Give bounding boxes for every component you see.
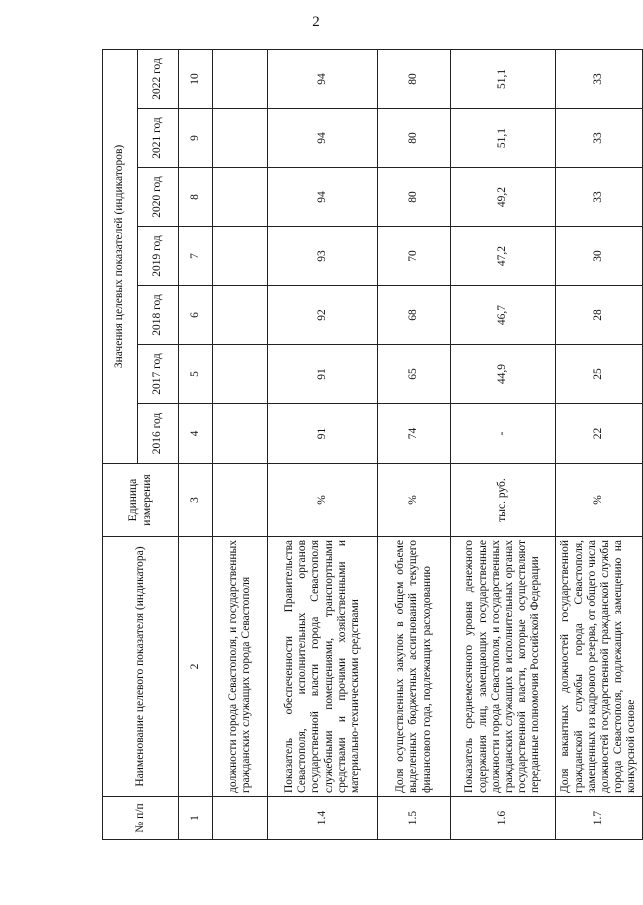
- header-year: 2020 год: [138, 168, 179, 227]
- column-number: 1: [179, 797, 213, 840]
- column-number-row: [179, 49, 213, 839]
- row-unit: %: [268, 464, 378, 537]
- table-row: [378, 49, 451, 839]
- row-value: 33: [556, 109, 643, 168]
- column-number: 5: [179, 345, 213, 404]
- column-number: 8: [179, 168, 213, 227]
- row-value: 91: [268, 404, 378, 464]
- table-row: [268, 49, 378, 839]
- header-values: Значения целевых показателей (индикаторов): [103, 49, 138, 463]
- column-number: 7: [179, 227, 213, 286]
- header-year: 2022 год: [138, 49, 179, 108]
- row-value: 91: [268, 345, 378, 404]
- row-name: должности города Севастополя, и государственных гражданских служащих города Севастополя: [213, 537, 268, 797]
- row-value: [213, 404, 268, 464]
- row-value: 92: [268, 286, 378, 345]
- row-value: 33: [556, 49, 643, 108]
- column-number: 3: [179, 464, 213, 537]
- row-unit: тыс. руб.: [451, 464, 556, 537]
- row-value: 51,1: [451, 49, 556, 108]
- header-year: 2019 год: [138, 227, 179, 286]
- column-number: 9: [179, 109, 213, 168]
- row-num: 1.7: [556, 797, 643, 840]
- table-row: [556, 49, 643, 839]
- header-unit: Единица измерения: [103, 464, 179, 537]
- row-value: [213, 49, 268, 108]
- row-value: 44,9: [451, 345, 556, 404]
- row-name: Доля осуществленных закупок в общем объеме выделенных бюджетных ассигнований текущего финансового года, подлежащих расходованию: [378, 537, 451, 797]
- row-value: 47,2: [451, 227, 556, 286]
- row-value: [213, 286, 268, 345]
- row-value: 93: [268, 227, 378, 286]
- row-value: 25: [556, 345, 643, 404]
- row-value: 65: [378, 345, 451, 404]
- row-num: 1.5: [378, 797, 451, 840]
- row-value: 94: [268, 109, 378, 168]
- row-value: 30: [556, 227, 643, 286]
- row-unit: %: [378, 464, 451, 537]
- row-value: 49,2: [451, 168, 556, 227]
- row-value: [213, 345, 268, 404]
- row-value: 28: [556, 286, 643, 345]
- page-number: 2: [312, 14, 320, 30]
- header-year: 2017 год: [138, 345, 179, 404]
- row-unit: %: [556, 464, 643, 537]
- row-value: 80: [378, 168, 451, 227]
- header-year: 2016 год: [138, 404, 179, 464]
- row-num: [213, 797, 268, 840]
- row-value: 22: [556, 404, 643, 464]
- indicator-table-container: [102, 50, 638, 840]
- column-number: 4: [179, 404, 213, 464]
- column-number: 10: [179, 49, 213, 108]
- row-name: Показатель обеспеченности Правительства Севастополя, исполнительных органов государственной власти города Севастополя служебными помещениями, транспортными средствами и прочими хозяйственными и материально-техническими средствами: [268, 537, 378, 797]
- row-value: 80: [378, 49, 451, 108]
- row-name: Доля вакантных должностей государственной гражданской службы города Севастополя, замещенных из кадрового резерва, от общего числа должностей государственной гражданской службы города Севастополя, подлежащих замещению на конкурсной основе: [556, 537, 643, 797]
- row-unit: [213, 464, 268, 537]
- row-value: 68: [378, 286, 451, 345]
- row-value: 94: [268, 49, 378, 108]
- row-value: 46,7: [451, 286, 556, 345]
- row-value: [213, 109, 268, 168]
- row-value: [213, 168, 268, 227]
- row-value: -: [451, 404, 556, 464]
- header-year: 2021 год: [138, 109, 179, 168]
- row-num: 1.4: [268, 797, 378, 840]
- row-value: 51,1: [451, 109, 556, 168]
- header-name: Наименование целевого показателя (индикатора): [103, 537, 179, 797]
- table-row: [451, 49, 556, 839]
- header-year: 2018 год: [138, 286, 179, 345]
- row-value: [213, 227, 268, 286]
- column-number: 2: [179, 537, 213, 797]
- header-row-1: [103, 49, 138, 839]
- row-value: 74: [378, 404, 451, 464]
- row-value: 70: [378, 227, 451, 286]
- header-num: № п/п: [103, 797, 179, 840]
- row-value: 94: [268, 168, 378, 227]
- row-value: 33: [556, 168, 643, 227]
- indicator-table: [102, 49, 643, 840]
- rotated-table-area: [102, 50, 638, 840]
- column-number: 6: [179, 286, 213, 345]
- row-name: Показатель среднемесячного уровня денежного содержания лиц, замещающих государственные должности города Севастополя, и государственных гражданских служащих в исполнительных органах государственной власти, которые осуществляют переданные полномочия Российской Федерации: [451, 537, 556, 797]
- row-value: 80: [378, 109, 451, 168]
- table-row: [213, 49, 268, 839]
- row-num: 1.6: [451, 797, 556, 840]
